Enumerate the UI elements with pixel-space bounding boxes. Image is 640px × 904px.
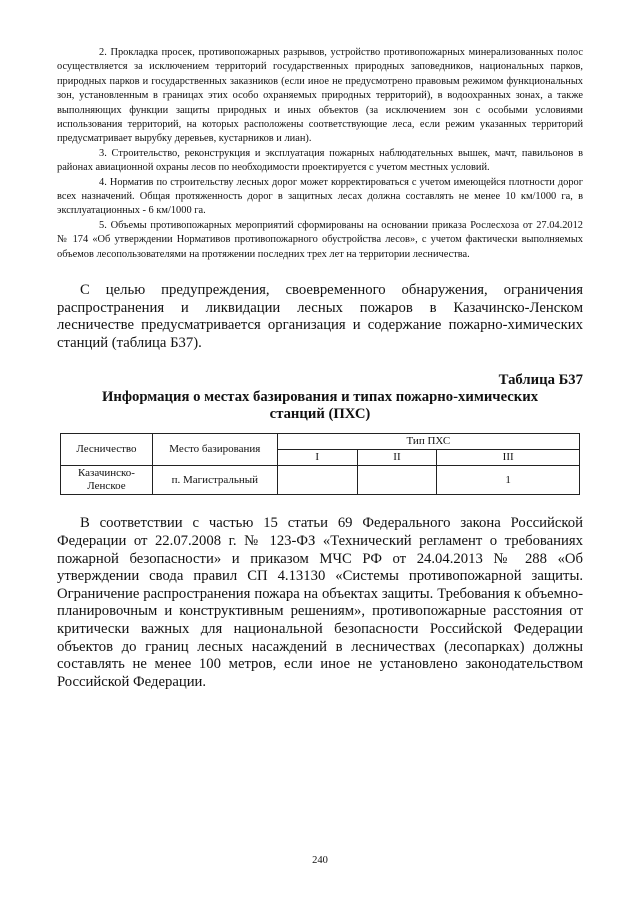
table-label: Таблица Б37	[498, 372, 583, 389]
distance-section	[57, 515, 583, 691]
paragraph-fire-distance: В соответствии с частью 15 статьи 69 Федерального закона Российской Федерации от 22.07.2008 г. № 123-ФЗ «Технический регламент о требованиях пожарной безопасности» и приказом МЧС РФ от 24.04.2013 № 288 «Об утверждении свода правил СП 4.13130 «Системы противопожарной защиты. Ограничение распространения пожара на объектах защиты. Требования к объемно-планировочным и конструктивным решениям», противопожарные расстояния от критически важных для национальной безопасности Российской Федерации объектов до границ лесных насаждений в лесничествах (лесопарках) должны составлять не менее 100 метров, если иное не установлено законодательством Российской Федерации.	[57, 515, 583, 690]
table-row	[61, 466, 580, 495]
header-location: Место базирования	[152, 434, 277, 466]
note-2: 2. Прокладка просек, противопожарных разрывов, устройство противопожарных минерализованных полос осуществляется за исключением территорий государственных природных заповедников, национальных парков, природных парков и государственных заказников (если иное не предусмотрено правовым режимом функциональных зон, установленным в границах этих особо охраняемых природных территорий), в водоохранных зонах, а также выполняющих функции защиты природных и иных объектов (за исключением зон с особыми условиями использования территорий, на которых расположены соответствующие леса, если режим указанных территорий предусматривает вырубку деревьев, кустарников и лиан).	[57, 47, 583, 145]
header-type-1: I	[277, 450, 357, 466]
note-5: 5. Объемы противопожарных мероприятий сформированы на основании приказа Рослесхоза от 27.04.2012 № 174 «Об утверждении Нормативов противопожарного обустройства лесов», с учетом фактически выполняемых объемов лесопользователями на протяжении последних трех лет на территории лесничества.	[57, 219, 583, 260]
cell-type-1	[277, 466, 357, 495]
note-3: 3. Строительство, реконструкция и эксплуатация пожарных наблюдательных вышек, мачт, павильонов в районах авиационной охраны лесов по необходимости проектируется с учетом местных условий.	[57, 147, 583, 174]
table-notes	[57, 46, 583, 262]
header-forestry: Лесничество	[61, 434, 153, 466]
fire-stations-table	[60, 433, 580, 495]
page-number: 240	[312, 855, 328, 866]
document-page	[57, 46, 583, 691]
intro-section	[57, 282, 583, 352]
header-type-2: II	[357, 450, 437, 466]
paragraph-fire-stations: С целью предупреждения, своевременного обнаружения, ограничения распространения и ликвидации лесных пожаров в Казачинско-Ленском лесничестве предусматривается организация и содержание пожарно-химических станций (таблица Б37).	[57, 282, 583, 351]
note-4: 4. Норматив по строительству лесных дорог может корректироваться с учетом имеющейся плотности дорог всех назначений. Общая протяженность дорог в защитных лесах должна составлять не менее 10 км/1000 га, в эксплуатационных - 6 км/1000 га.	[57, 176, 583, 217]
cell-location: п. Магистральный	[152, 466, 277, 495]
cell-type-3: 1	[437, 466, 580, 495]
cell-forestry: Казачинско-Ленское	[61, 466, 153, 495]
table-header-row	[61, 434, 580, 450]
table-title: Информация о местах базирования и типах пожарно-химических станций (ПХС)	[101, 389, 539, 423]
header-type-group: Тип ПХС	[277, 434, 579, 450]
cell-type-2	[357, 466, 437, 495]
header-type-3: III	[437, 450, 580, 466]
